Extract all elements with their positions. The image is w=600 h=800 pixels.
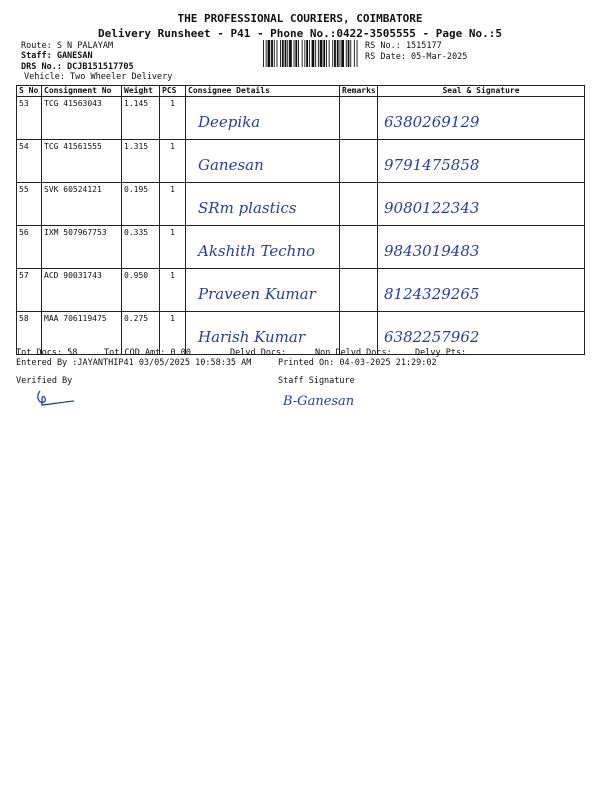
cell-seal: [378, 269, 585, 312]
phone-handwriting: 9080122343: [384, 199, 480, 217]
cell-weight: 1.145: [122, 97, 160, 140]
cell-consignee: [186, 97, 340, 140]
cell-seal: [378, 226, 585, 269]
cell-sno: 57: [17, 269, 42, 312]
table-header-row: [17, 86, 585, 97]
phone-handwriting: 8124329265: [384, 285, 480, 303]
entered-by: Entered By :JAYANTHIP41 03/05/2025 10:58:35 AM: [16, 358, 252, 368]
col-weight: Weight: [122, 86, 160, 97]
verified-signature: [32, 388, 77, 410]
non-delvd-docs: Non Delvd Docs:: [315, 348, 392, 358]
cell-remarks: [340, 97, 378, 140]
printed-on: Printed On: 04-03-2025 21:29:02: [278, 358, 437, 368]
staff-signature: B-Ganesan: [283, 394, 355, 409]
cell-pcs: 1: [160, 312, 186, 355]
cell-consignee: [186, 183, 340, 226]
cell-remarks: [340, 183, 378, 226]
col-seal: Seal & Signature: [378, 86, 585, 97]
col-remarks: Remarks: [340, 86, 378, 97]
cell-remarks: [340, 269, 378, 312]
cell-pcs: 1: [160, 183, 186, 226]
route-label: Route: S N PALAYAM: [21, 41, 114, 51]
col-pcs: PCS: [160, 86, 186, 97]
cell-consignment: TCG 41563043: [42, 97, 122, 140]
cell-weight: 0.950: [122, 269, 160, 312]
phone-handwriting: 9791475858: [384, 156, 480, 174]
cell-consignee: [186, 140, 340, 183]
cell-pcs: 1: [160, 269, 186, 312]
phone-handwriting: 6380269129: [384, 113, 480, 131]
cell-consignment: SVK 60524121: [42, 183, 122, 226]
cell-consignment: TCG 41561555: [42, 140, 122, 183]
cell-pcs: 1: [160, 97, 186, 140]
consignee-handwriting: Harish Kumar: [198, 328, 305, 346]
cell-sno: 54: [17, 140, 42, 183]
tot-cod: Tot COD Amt: 0.00: [104, 348, 191, 358]
table-row: [17, 183, 585, 226]
cell-consignment: ACD 90031743: [42, 269, 122, 312]
phone-handwriting: 9843019483: [384, 242, 480, 260]
col-sno: S No: [17, 86, 42, 97]
company-title: THE PROFESSIONAL COURIERS, COIMBATORE: [177, 12, 423, 25]
consignee-handwriting: Deepika: [198, 113, 261, 131]
table-row: [17, 97, 585, 140]
cell-sno: 58: [17, 312, 42, 355]
consignee-handwriting: Ganesan: [198, 156, 264, 174]
verified-by-label: Verified By: [16, 376, 73, 386]
cell-weight: 1.315: [122, 140, 160, 183]
table-row: [17, 269, 585, 312]
delvd-docs: Delvd Docs:: [230, 348, 287, 358]
cell-weight: 0.195: [122, 183, 160, 226]
barcode-image: [262, 40, 360, 67]
cell-pcs: 1: [160, 226, 186, 269]
cell-sno: 55: [17, 183, 42, 226]
cell-seal: [378, 97, 585, 140]
rs-date: RS Date: 05-Mar-2025: [365, 52, 468, 62]
staff-label: Staff: GANESAN: [21, 51, 93, 61]
runsheet-subtitle: Delivery Runsheet - P41 - Phone No.:0422-3505555 - Page No.:5: [98, 27, 502, 40]
cell-seal: [378, 312, 585, 355]
drs-number: DRS No.: DCJB151517705: [21, 62, 134, 72]
table-row: [17, 140, 585, 183]
cell-weight: 0.275: [122, 312, 160, 355]
cell-remarks: [340, 140, 378, 183]
cell-pcs: 1: [160, 140, 186, 183]
staff-signature-label: Staff Signature: [278, 376, 355, 386]
col-consignment: Consignment No: [42, 86, 122, 97]
cell-seal: [378, 140, 585, 183]
rs-number: RS No.: 1515177: [365, 41, 442, 51]
runsheet-table: [16, 85, 585, 355]
cell-sno: 53: [17, 97, 42, 140]
consignee-handwriting: Praveen Kumar: [198, 285, 316, 303]
cell-consignment: MAA 706119475: [42, 312, 122, 355]
tot-docs: Tot Docs: 58: [16, 348, 78, 358]
col-consignee: Consignee Details: [186, 86, 340, 97]
cell-consignee: [186, 269, 340, 312]
consignee-handwriting: SRm plastics: [198, 199, 297, 217]
cell-seal: [378, 183, 585, 226]
vehicle-label: Vehicle: Two Wheeler Delivery: [24, 72, 173, 82]
cell-consignee: [186, 226, 340, 269]
consignee-handwriting: Akshith Techno: [198, 242, 316, 260]
cell-remarks: [340, 226, 378, 269]
phone-handwriting: 6382257962: [384, 328, 480, 346]
table-row: [17, 226, 585, 269]
cell-sno: 56: [17, 226, 42, 269]
cell-weight: 0.335: [122, 226, 160, 269]
delvy-pts: Delvy Pts:: [415, 348, 467, 358]
cell-consignment: IXM 507967753: [42, 226, 122, 269]
table-row: [17, 312, 585, 355]
